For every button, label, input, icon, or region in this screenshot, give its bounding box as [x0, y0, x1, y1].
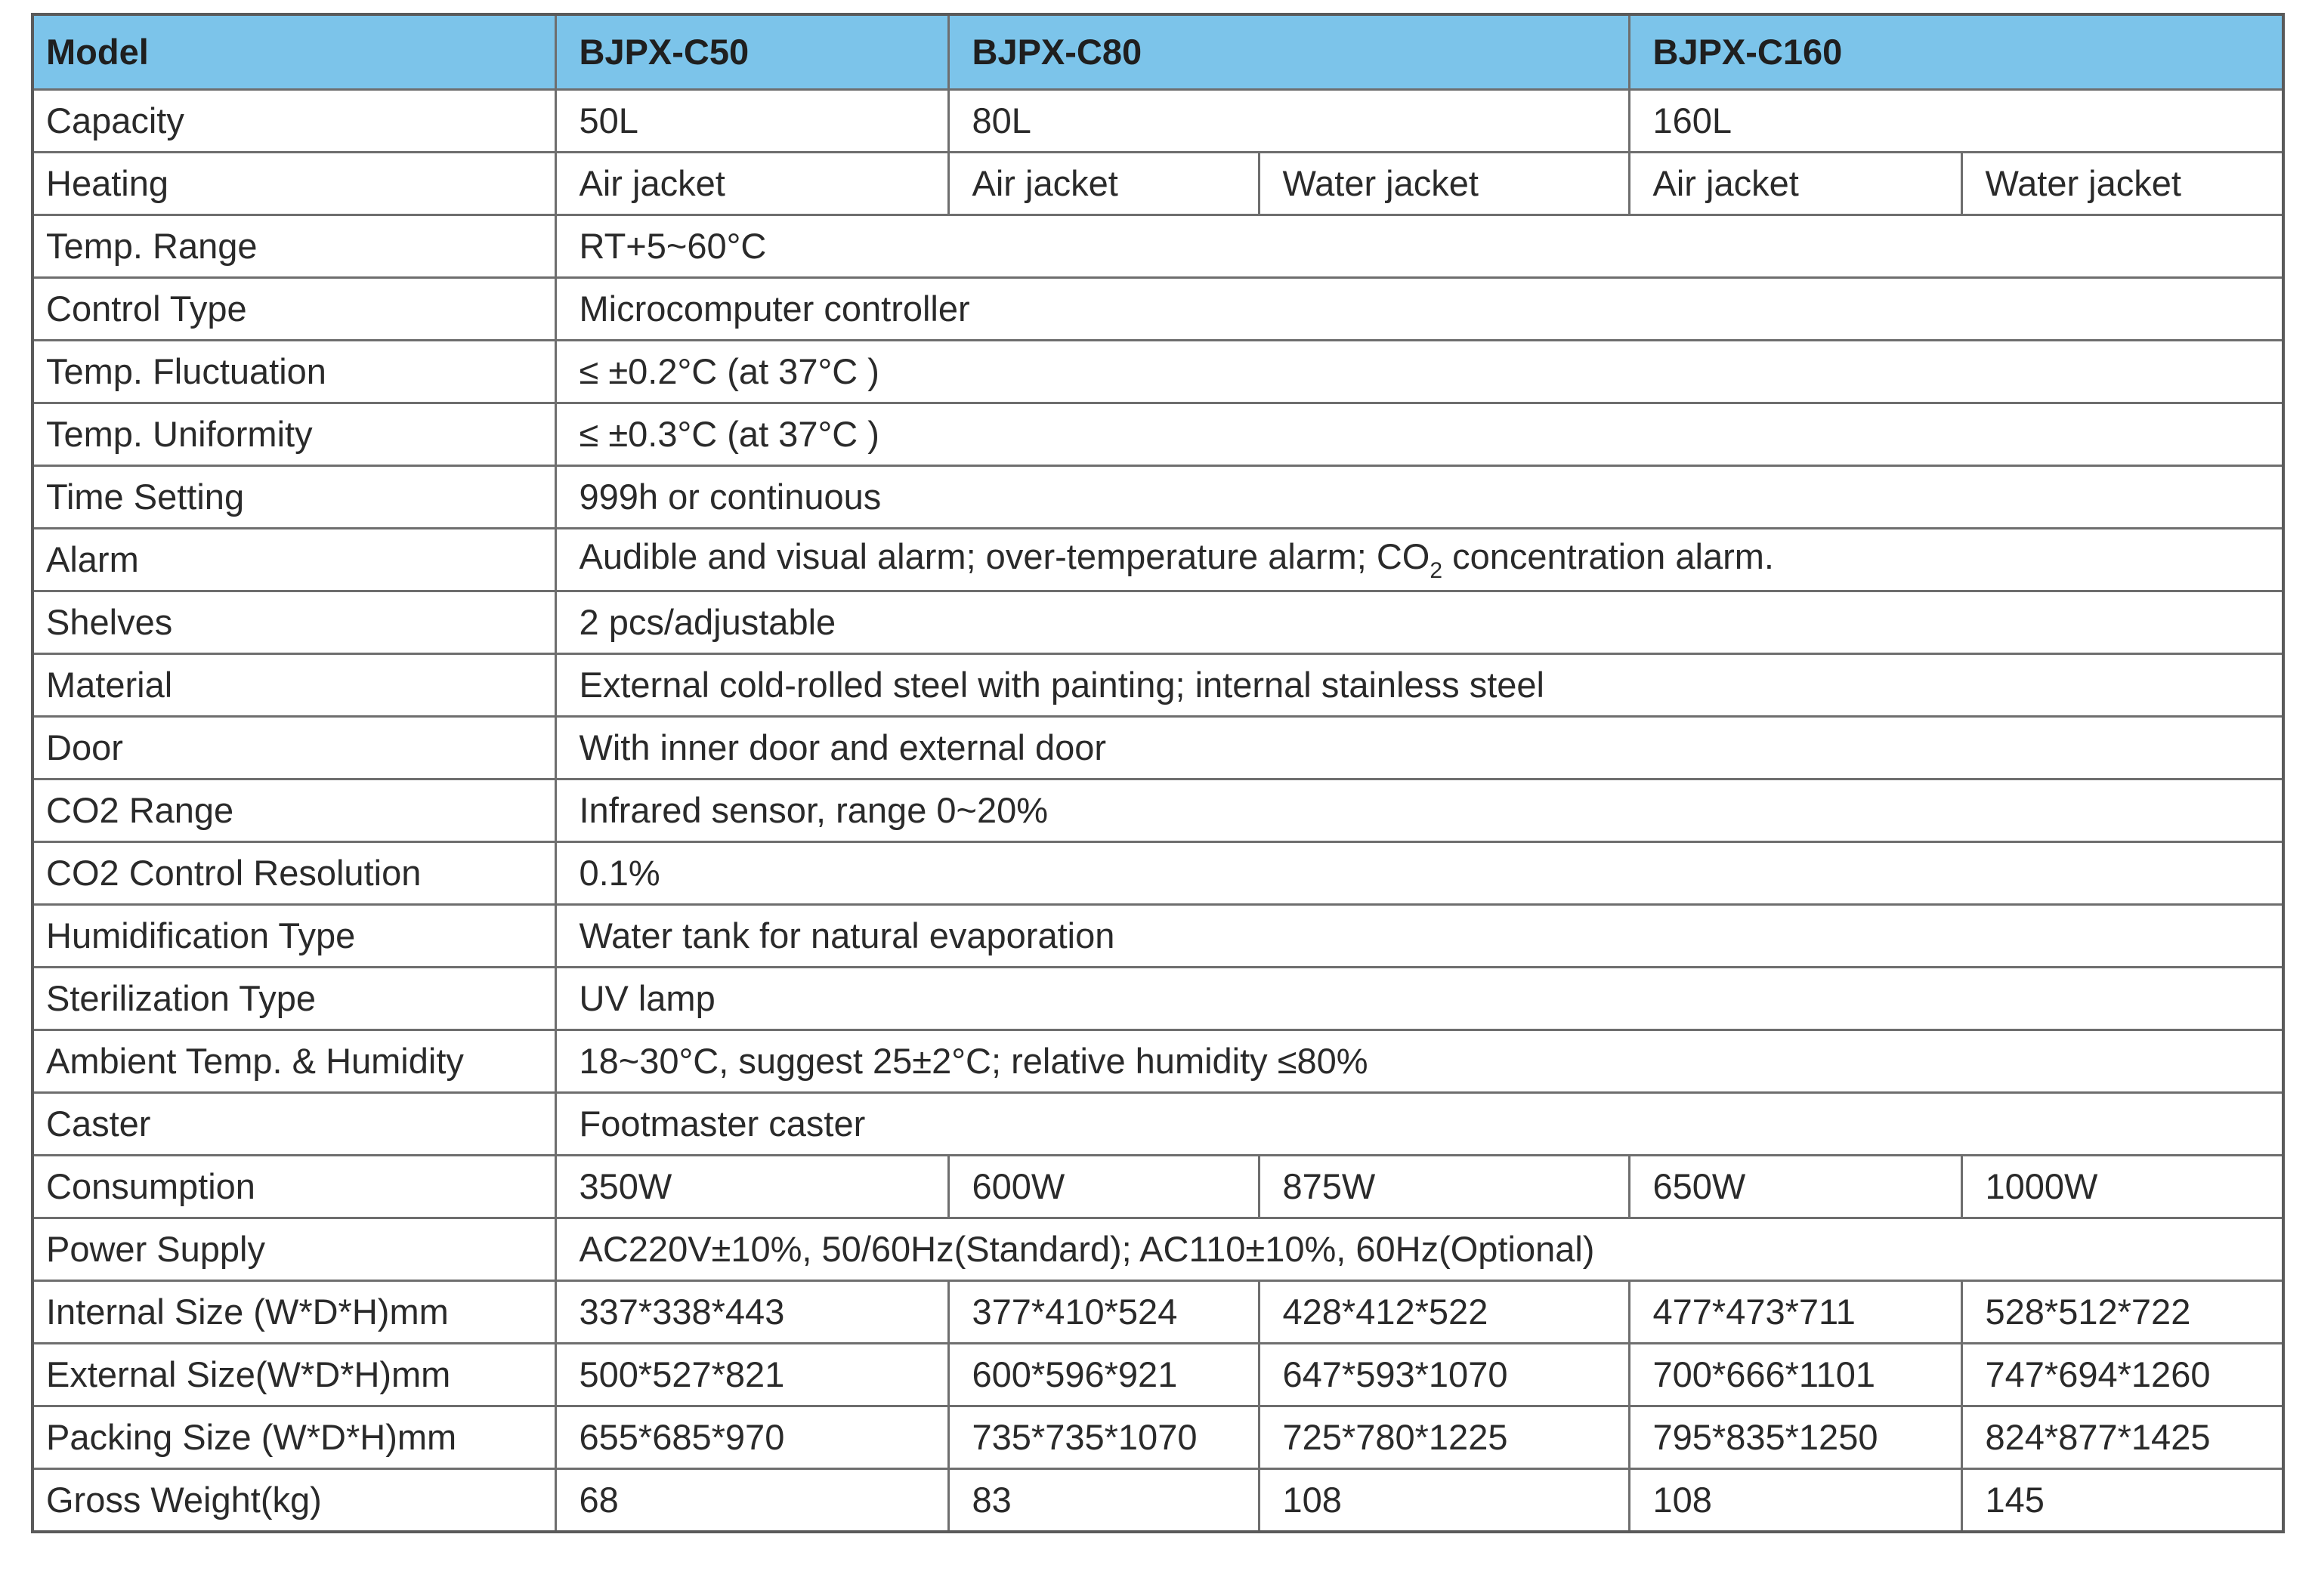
row-label: Power Supply	[32, 1218, 555, 1281]
row-label: Sterilization Type	[32, 968, 555, 1030]
table-row	[32, 1406, 2283, 1469]
table-cell: 0.1%	[555, 842, 2283, 905]
table-header-row	[32, 14, 2283, 90]
table-row	[32, 654, 2283, 717]
table-cell: Air jacket	[1629, 153, 1961, 215]
row-label: Material	[32, 654, 555, 717]
table-row	[32, 90, 2283, 153]
row-label: Temp. Range	[32, 215, 555, 278]
table-cell: Air jacket	[948, 153, 1259, 215]
table-cell: 655*685*970	[555, 1406, 948, 1469]
row-label: Alarm	[32, 529, 555, 591]
row-label: Packing Size (W*D*H)mm	[32, 1406, 555, 1469]
table-cell: 2 pcs/adjustable	[555, 591, 2283, 654]
table-cell: 747*694*1260	[1961, 1344, 2283, 1406]
table-cell: Water jacket	[1961, 153, 2283, 215]
table-row	[32, 278, 2283, 341]
table-cell: External cold-rolled steel with painting; internal stainless steel	[555, 654, 2283, 717]
table-cell: 999h or continuous	[555, 466, 2283, 529]
spec-table	[31, 13, 2285, 1533]
table-row	[32, 591, 2283, 654]
model-bjpx-c80: BJPX-C80	[948, 14, 1629, 90]
table-cell: 875W	[1259, 1156, 1629, 1218]
table-cell: 160L	[1629, 90, 2283, 153]
row-label: Gross Weight(kg)	[32, 1469, 555, 1533]
table-cell: 650W	[1629, 1156, 1961, 1218]
alarm-text-end: concentration alarm.	[1442, 536, 1774, 576]
table-row	[32, 466, 2283, 529]
row-label: Control Type	[32, 278, 555, 341]
table-cell: Water tank for natural evaporation	[555, 905, 2283, 968]
table-cell: 145	[1961, 1469, 2283, 1533]
table-cell: Infrared sensor, range 0~20%	[555, 779, 2283, 842]
table-row	[32, 1093, 2283, 1156]
row-label: CO2 Range	[32, 779, 555, 842]
row-label: CO2 Control Resolution	[32, 842, 555, 905]
table-row	[32, 779, 2283, 842]
table-cell: UV lamp	[555, 968, 2283, 1030]
row-label: Door	[32, 717, 555, 779]
table-row	[32, 153, 2283, 215]
table-row	[32, 968, 2283, 1030]
table-cell: Microcomputer controller	[555, 278, 2283, 341]
table-row	[32, 842, 2283, 905]
table-cell: 500*527*821	[555, 1344, 948, 1406]
table-cell: 600W	[948, 1156, 1259, 1218]
table-cell: 725*780*1225	[1259, 1406, 1629, 1469]
table-cell: ≤ ±0.2°C (at 37°C )	[555, 341, 2283, 403]
table-cell: 80L	[948, 90, 1629, 153]
table-cell	[555, 529, 2283, 591]
table-row	[32, 529, 2283, 591]
table-row	[32, 905, 2283, 968]
subscript: 2	[1430, 557, 1443, 583]
table-cell: 50L	[555, 90, 948, 153]
table-row	[32, 1156, 2283, 1218]
row-label: Temp. Uniformity	[32, 403, 555, 466]
table-cell: 824*877*1425	[1961, 1406, 2283, 1469]
table-row	[32, 1030, 2283, 1093]
model-bjpx-c50: BJPX-C50	[555, 14, 948, 90]
table-cell: 528*512*722	[1961, 1281, 2283, 1344]
table-cell: 795*835*1250	[1629, 1406, 1961, 1469]
row-label: Time Setting	[32, 466, 555, 529]
row-label: Model	[32, 14, 555, 90]
table-row	[32, 341, 2283, 403]
table-cell: AC220V±10%, 50/60Hz(Standard); AC110±10%, 60Hz(Optional)	[555, 1218, 2283, 1281]
table-cell: 600*596*921	[948, 1344, 1259, 1406]
row-label: Capacity	[32, 90, 555, 153]
table-row	[32, 717, 2283, 779]
model-bjpx-c160: BJPX-C160	[1629, 14, 2283, 90]
row-label: Internal Size (W*D*H)mm	[32, 1281, 555, 1344]
table-cell: Footmaster caster	[555, 1093, 2283, 1156]
row-label: External Size(W*D*H)mm	[32, 1344, 555, 1406]
table-cell: 83	[948, 1469, 1259, 1533]
table-row	[32, 1281, 2283, 1344]
table-cell: 1000W	[1961, 1156, 2283, 1218]
table-row	[32, 1469, 2283, 1533]
table-cell: Air jacket	[555, 153, 948, 215]
table-cell: RT+5~60°C	[555, 215, 2283, 278]
row-label: Temp. Fluctuation	[32, 341, 555, 403]
row-label: Ambient Temp. & Humidity	[32, 1030, 555, 1093]
table-cell: 108	[1259, 1469, 1629, 1533]
table-cell: ≤ ±0.3°C (at 37°C )	[555, 403, 2283, 466]
table-cell: 68	[555, 1469, 948, 1533]
table-cell: 337*338*443	[555, 1281, 948, 1344]
table-cell: 108	[1629, 1469, 1961, 1533]
row-label: Caster	[32, 1093, 555, 1156]
alarm-text: Audible and visual alarm; over-temperature alarm; CO	[579, 536, 1430, 576]
table-row	[32, 403, 2283, 466]
table-cell: Water jacket	[1259, 153, 1629, 215]
row-label: Humidification Type	[32, 905, 555, 968]
table-cell: 477*473*711	[1629, 1281, 1961, 1344]
table-cell: 735*735*1070	[948, 1406, 1259, 1469]
table-cell: 377*410*524	[948, 1281, 1259, 1344]
row-label: Shelves	[32, 591, 555, 654]
table-row	[32, 215, 2283, 278]
table-cell: 18~30°C, suggest 25±2°C; relative humidity ≤80%	[555, 1030, 2283, 1093]
table-cell: 428*412*522	[1259, 1281, 1629, 1344]
row-label: Consumption	[32, 1156, 555, 1218]
table-row	[32, 1218, 2283, 1281]
table-cell: 647*593*1070	[1259, 1344, 1629, 1406]
table-cell: 350W	[555, 1156, 948, 1218]
table-cell: 700*666*1101	[1629, 1344, 1961, 1406]
table-cell: With inner door and external door	[555, 717, 2283, 779]
table-row	[32, 1344, 2283, 1406]
row-label: Heating	[32, 153, 555, 215]
